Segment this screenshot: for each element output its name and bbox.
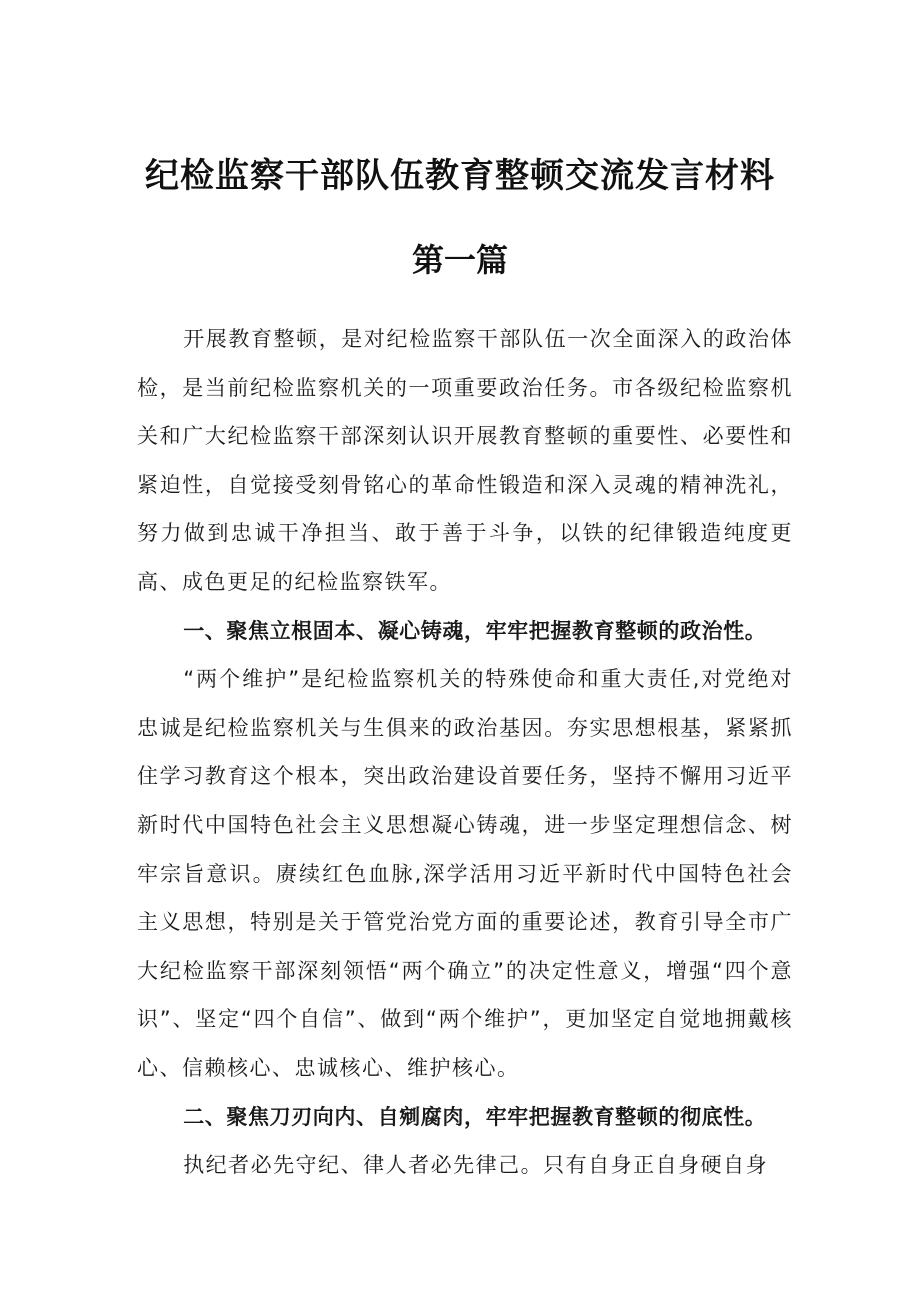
- paragraph-intro: 开展教育整顿，是对纪检监察干部队伍一次全面深入的政治体检，是当前纪检监察机关的一项重要政治任务。市各级纪检监察机关和广大纪检监察干部深刻认识开展教育整顿的重要性、必要性和紧迫性，自觉接受刻骨铭心的革命性锻造和深入灵魂的精神洗礼，努力做到忠诚干净担当、敢于善于斗争，以铁的纪律锻造纯度更高、成色更足的纪检监察铁军。: [137, 327, 793, 594]
- section-heading-1: 一、聚焦立根固本、凝心铸魂，牢牢把握教育整顿的政治性。: [183, 618, 767, 643]
- document-subtitle: 第一篇: [411, 241, 508, 279]
- document-body: [137, 315, 793, 1190]
- document-title: 纪检监察干部队伍教育整顿交流发言材料: [145, 156, 775, 196]
- section-heading-2: 二、聚焦刀刃向内、自剜腐肉，牢牢把握教育整顿的彻底性。: [183, 1104, 767, 1129]
- paragraph-section-2: 执纪者必先守纪、律人者必先律己。只有自身正自身硬自身: [183, 1153, 769, 1178]
- paragraph-section-1: “两个维护”是纪检监察机关的特殊使命和重大责任,对党绝对忠诚是纪检监察机关与生俱来的政治基因。夯实思想根基，紧紧抓住学习教育这个根本，突出政治建设首要任务，坚持不懈用习近平新时代中国特色社会主义思想凝心铸魂，进一步坚定理想信念、树牢宗旨意识。赓续红色血脉,深学活用习近平新时代中国特色社会主义思想，特别是关于管党治党方面的重要论述，教育引导全市广大纪检监察干部深刻领悟“两个确立”的决定性意义，增强“四个意识”、坚定“四个自信”、做到“两个维护”，更加坚定自觉地拥戴核心、信赖核心、忠诚核心、维护核心。: [137, 667, 793, 1080]
